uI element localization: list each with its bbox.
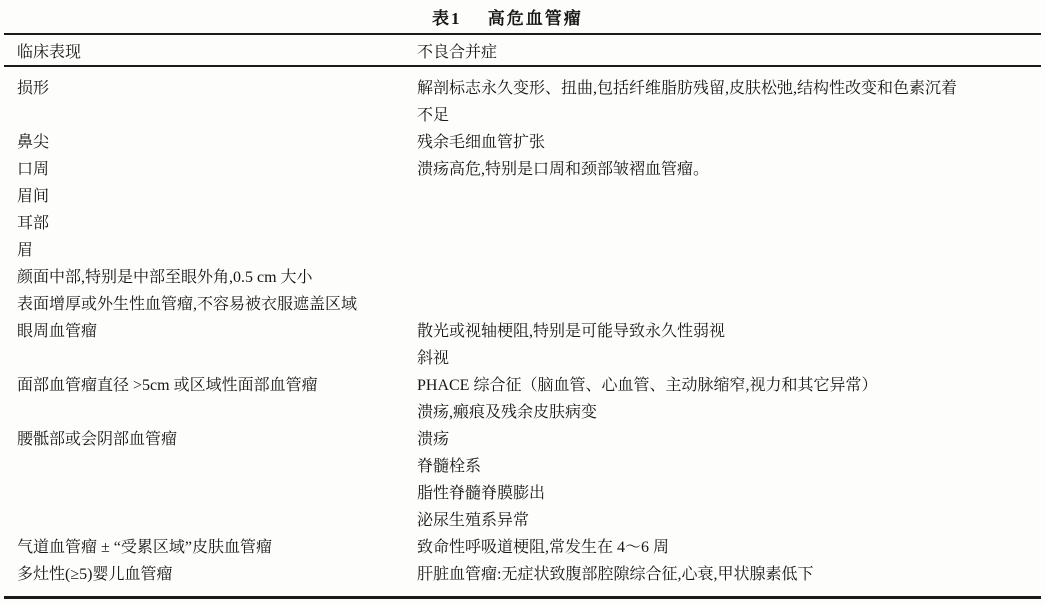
table-row xyxy=(4,129,1041,156)
table-row xyxy=(4,75,1041,102)
adverse-complication-cell: 散光或视轴梗阻,特别是可能导致永久性弱视 xyxy=(417,323,726,340)
clinical-manifestation-cell: 耳部 xyxy=(17,215,50,232)
clinical-manifestation-cell: 损形 xyxy=(17,80,50,97)
clinical-manifestation-cell: 面部血管瘤直径 >5cm 或区域性面部血管瘤 xyxy=(17,377,318,394)
adverse-complication-cell: 致命性呼吸道梗阻,常发生在 4～6 周 xyxy=(417,539,670,556)
clinical-manifestation-cell: 多灶性(≥5)婴儿血管瘤 xyxy=(17,566,173,583)
clinical-manifestation-cell: 鼻尖 xyxy=(17,134,50,151)
adverse-complication-cell: 脂性脊髓脊膜膨出 xyxy=(417,485,546,502)
table-row xyxy=(4,102,1041,129)
adverse-complication-cell: 溃疡,瘢痕及残余皮肤病变 xyxy=(417,404,598,421)
table-title-text: 高危血管瘤 xyxy=(487,9,583,28)
clinical-manifestation-cell: 眉 xyxy=(17,242,34,259)
adverse-complication-cell: PHACE 综合征（脑血管、心血管、主动脉缩窄,视力和其它异常） xyxy=(417,377,878,394)
adverse-complication-cell: 不足 xyxy=(417,107,450,124)
table-body xyxy=(4,67,1041,596)
table-row xyxy=(4,237,1041,264)
column-header-clinical-manifestation: 临床表现 xyxy=(17,43,82,61)
table-row xyxy=(4,480,1041,507)
table-row xyxy=(4,372,1041,399)
table-row xyxy=(4,345,1041,372)
adverse-complication-cell: 溃疡高危,特别是口周和颈部皱褶血管瘤。 xyxy=(417,161,710,178)
adverse-complication-cell: 解剖标志永久变形、扭曲,包括纤维脂肪残留,皮肤松弛,结构性改变和色素沉着 xyxy=(417,80,958,97)
adverse-complication-cell: 脊髓栓系 xyxy=(417,458,482,475)
clinical-manifestation-cell: 气道血管瘤 ± “受累区域”皮肤血管瘤 xyxy=(17,539,272,556)
adverse-complication-cell xyxy=(417,264,1041,291)
table-row xyxy=(4,453,1041,480)
clinical-manifestation-cell: 腰骶部或会阴部血管瘤 xyxy=(17,431,178,448)
adverse-complication-cell: 残余毛细血管扩张 xyxy=(417,134,546,151)
table-row xyxy=(4,399,1041,426)
table-row xyxy=(4,183,1041,210)
table-row xyxy=(4,561,1041,588)
clinical-manifestation-cell: 颜面中部,特别是中部至眼外角,0.5 cm 大小 xyxy=(17,269,313,286)
table-row xyxy=(4,264,1041,291)
clinical-manifestation-cell: 眼周血管瘤 xyxy=(17,323,98,340)
adverse-complication-cell xyxy=(417,237,1041,264)
adverse-complication-cell: 泌尿生殖系异常 xyxy=(417,512,530,529)
clinical-manifestation-cell xyxy=(4,399,417,426)
adverse-complication-cell xyxy=(417,183,1041,210)
clinical-manifestation-cell xyxy=(4,507,417,534)
clinical-manifestation-cell: 眉间 xyxy=(17,188,50,205)
hemangioma-table xyxy=(4,33,1041,599)
column-header-adverse-complication: 不良合并症 xyxy=(417,43,498,61)
table-number-label: 表1 xyxy=(432,9,462,28)
table-row xyxy=(4,507,1041,534)
adverse-complication-cell: 斜视 xyxy=(417,350,450,367)
adverse-complication-cell xyxy=(417,291,1041,318)
table-title xyxy=(0,0,1045,33)
table-row xyxy=(4,210,1041,237)
table-header-row xyxy=(4,35,1041,67)
table-row xyxy=(4,318,1041,345)
adverse-complication-cell xyxy=(417,210,1041,237)
clinical-manifestation-cell xyxy=(4,102,417,129)
clinical-manifestation-cell: 口周 xyxy=(17,161,50,178)
clinical-manifestation-cell xyxy=(4,345,417,372)
table-row xyxy=(4,156,1041,183)
adverse-complication-cell: 溃疡 xyxy=(417,431,450,448)
table-row xyxy=(4,534,1041,561)
clinical-manifestation-cell: 表面增厚或外生性血管瘤,不容易被衣服遮盖区域 xyxy=(17,296,358,313)
clinical-manifestation-cell xyxy=(4,453,417,480)
table-row xyxy=(4,291,1041,318)
adverse-complication-cell: 肝脏血管瘤:无症状致腹部腔隙综合征,心衰,甲状腺素低下 xyxy=(417,566,814,583)
clinical-manifestation-cell xyxy=(4,480,417,507)
table-row xyxy=(4,426,1041,453)
